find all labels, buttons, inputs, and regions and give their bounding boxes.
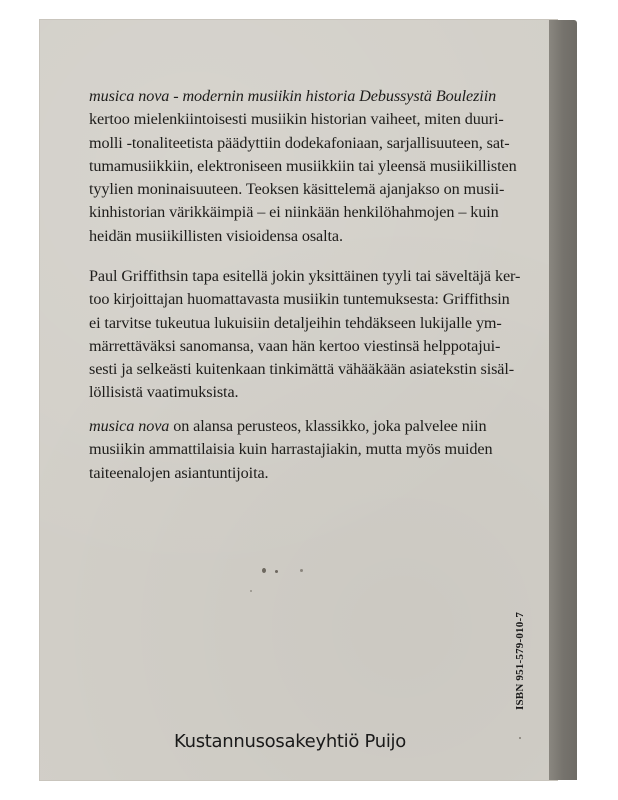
paragraph-line: kinhistorian värikkäimpiä – ei niinkään henkilöhahmojen – kuin xyxy=(89,203,499,222)
paragraph-line: tumamusiikkiin, elektroniseen musiikkiin tai yleensä musiikillisten xyxy=(89,156,517,175)
paragraph-line: märrettäväksi sanomansa, vaan hän kertoo viestinsä helppotajui- xyxy=(89,336,501,355)
paper-speck xyxy=(262,568,266,573)
description-paragraph-3 xyxy=(89,415,539,485)
paragraph-line: musiikin ammattilaisia kuin harrastajiakin, mutta myös muiden xyxy=(89,440,493,459)
paper-speck xyxy=(275,570,278,573)
publisher-name: Kustannusosakeyhtiö Puijo xyxy=(174,731,406,752)
paper-speck xyxy=(250,590,252,592)
book-title-line: musica nova - modernin musiikin historia Debussystä Bouleziin xyxy=(89,87,497,105)
paragraph-line: Paul Griffithsin tapa esitellä jokin yksittäinen tyyli tai säveltäjä ker- xyxy=(89,267,521,285)
book-title-inline: musica nova xyxy=(89,417,170,435)
paper-speck xyxy=(300,569,303,572)
paragraph-line: kertoo mielenkiintoisesti musiikin historian vaiheet, miten duuri- xyxy=(89,110,504,129)
paragraph-line: too kirjoittajan huomattavasta musiikin tuntemuksesta: Griffithsin xyxy=(89,290,510,309)
paragraph-line: löllisistä vaatimuksista. xyxy=(89,383,239,402)
paper-speck xyxy=(519,737,521,739)
paragraph-line: ei tarvitse tukeutua lukuisiin detaljeihin tehdäkseen lukijalle ym- xyxy=(89,313,502,332)
paragraph-line: sesti ja selkeästi kuitenkaan tinkimättä vähääkään asiatekstin sisäl- xyxy=(89,360,515,379)
spine-edge-strip xyxy=(549,20,577,780)
paragraph-line: taiteenalojen asiantuntijoita. xyxy=(89,463,269,482)
paragraph-line: molli -tonaliteetista päädyttiin dodekafoniaan, sarjallisuuteen, sat- xyxy=(89,133,510,152)
paragraph-line: tyylien moninaisuuteen. Teoksen käsittelemä ajanjakso on musii- xyxy=(89,180,505,199)
description-paragraph-1 xyxy=(89,85,539,248)
paragraph-first-line xyxy=(89,415,539,438)
isbn-number: ISBN 951-579-010-7 xyxy=(514,611,526,710)
paragraph-line-rest: on alansa perusteos, klassikko, joka palvelee niin xyxy=(169,417,487,435)
paragraph-line: heidän musiikillisten visioidensa osalta. xyxy=(89,226,343,245)
description-paragraph-2 xyxy=(89,265,539,405)
